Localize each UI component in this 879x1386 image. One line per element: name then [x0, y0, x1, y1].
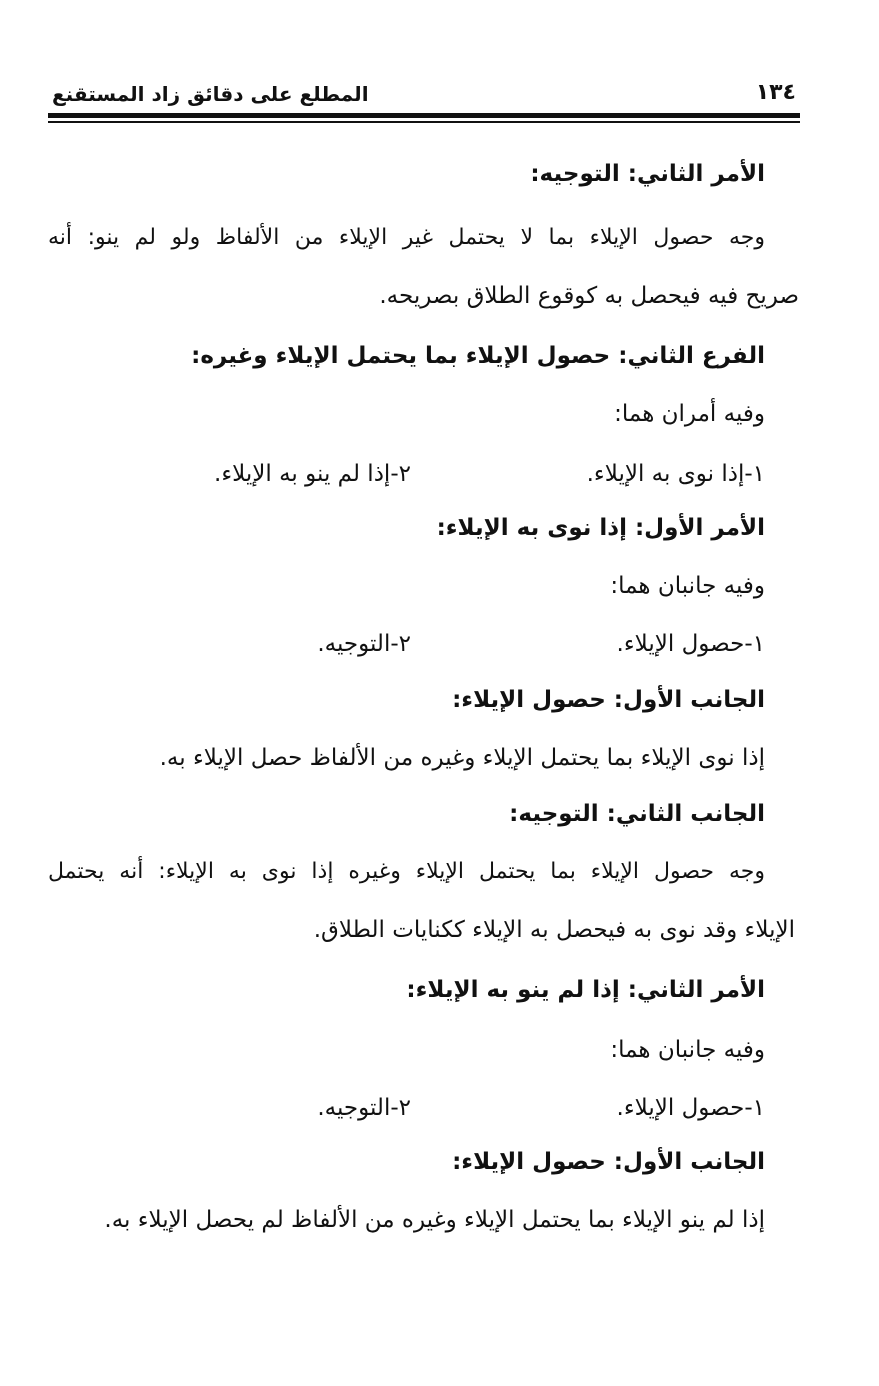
- list-item: ٢-إذا لم ينو به الإيلاء.: [214, 461, 411, 487]
- paragraph-line: الإيلاء وقد نوى به فيحصل به الإيلاء ككنايات الطلاق.: [313, 917, 795, 943]
- paragraph-line: وفيه جانبان هما:: [610, 573, 765, 599]
- paragraph-line: إذا نوى الإيلاء بما يحتمل الإيلاء وغيره من الألفاظ حصل الإيلاء به.: [159, 745, 765, 771]
- subheading: الأمر الأول: إذا نوى به الإيلاء:: [436, 515, 765, 541]
- paragraph-line: وجه حصول الإيلاء بما لا يحتمل غير الإيلاء من الألفاظ ولو لم ينو: أنه: [48, 225, 765, 250]
- paragraph-line: إذا لم ينو الإيلاء بما يحتمل الإيلاء وغيره من الألفاظ لم يحصل الإيلاء به.: [104, 1207, 765, 1233]
- page-header: [48, 80, 800, 108]
- subheading: الجانب الثاني: التوجيه:: [509, 801, 765, 827]
- header-rule-thick: [48, 113, 800, 118]
- section-heading: الفرع الثاني: حصول الإيلاء بما يحتمل الإيلاء وغيره:: [191, 343, 765, 369]
- subheading: الجانب الأول: حصول الإيلاء:: [452, 687, 765, 713]
- paragraph-line: وفيه أمران هما:: [614, 401, 765, 427]
- page-number: ١٣٤: [755, 80, 796, 105]
- list-item: ٢-التوجيه.: [317, 1095, 411, 1121]
- paragraph-line: صريح فيه فيحصل به كوقوع الطلاق بصريحه.: [379, 283, 799, 309]
- list-item: ١-إذا نوى به الإيلاء.: [586, 461, 765, 487]
- list-item: ١-حصول الإيلاء.: [616, 1095, 765, 1121]
- list-item: ١-حصول الإيلاء.: [616, 631, 765, 657]
- subheading: الجانب الأول: حصول الإيلاء:: [452, 1149, 765, 1175]
- list-item: ٢-التوجيه.: [317, 631, 411, 657]
- header-rule-thin: [48, 121, 800, 123]
- subheading: الأمر الثاني: إذا لم ينو به الإيلاء:: [406, 977, 765, 1003]
- paragraph-line: وجه حصول الإيلاء بما يحتمل الإيلاء وغيره إذا نوى به الإيلاء: أنه يحتمل: [48, 859, 765, 884]
- subheading: الأمر الثاني: التوجيه:: [530, 161, 765, 187]
- paragraph-line: وفيه جانبان هما:: [610, 1037, 765, 1063]
- running-title: المطلع على دقائق زاد المستقنع: [52, 82, 369, 106]
